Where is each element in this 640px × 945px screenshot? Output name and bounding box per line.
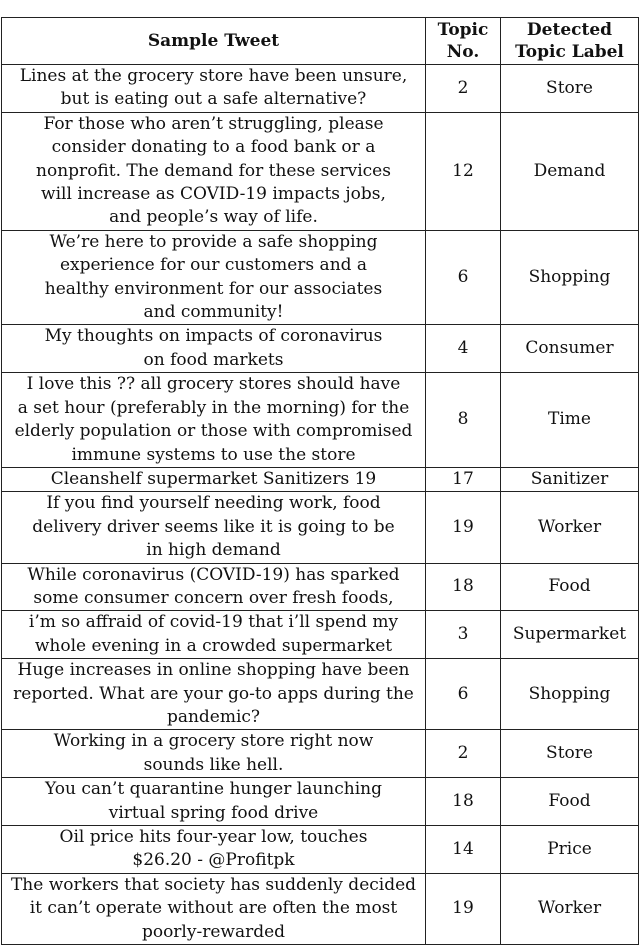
topic-number-cell: 18 bbox=[426, 563, 501, 611]
tweet-cell: We’re here to provide a safe shopping experience for our customers and a healthy environment for our associates and community! bbox=[2, 230, 426, 325]
header-sample-tweet: Sample Tweet bbox=[2, 18, 426, 65]
tweet-cell: Oil price hits four-year low, touches $26.20 - @Profitpk bbox=[2, 826, 426, 874]
topic-label-cell: Shopping bbox=[501, 659, 639, 730]
topic-label-cell: Store bbox=[501, 730, 639, 778]
topic-number-cell: 14 bbox=[426, 826, 501, 874]
table-row bbox=[2, 730, 639, 778]
tweet-cell: If you find yourself needing work, food delivery driver seems like it is going to be in high demand bbox=[2, 492, 426, 563]
topic-label-cell: Sanitizer bbox=[501, 467, 639, 491]
table-row bbox=[2, 230, 639, 325]
topic-label-cell: Food bbox=[501, 778, 639, 826]
topic-number-cell: 6 bbox=[426, 659, 501, 730]
topic-number-cell: 8 bbox=[426, 373, 501, 468]
topic-label-cell: Price bbox=[501, 826, 639, 874]
topic-number-cell: 2 bbox=[426, 730, 501, 778]
topic-number-cell: 6 bbox=[426, 230, 501, 325]
tweet-cell: i’m so affraid of covid-19 that i’ll spend my whole evening in a crowded supermarket bbox=[2, 611, 426, 659]
table-row bbox=[2, 112, 639, 230]
tweet-cell: Working in a grocery store right now sounds like hell. bbox=[2, 730, 426, 778]
topic-label-cell: Time bbox=[501, 373, 639, 468]
topic-number-cell: 3 bbox=[426, 611, 501, 659]
table-row bbox=[2, 373, 639, 468]
table-row bbox=[2, 873, 639, 944]
topic-number-cell: 19 bbox=[426, 492, 501, 563]
topic-label-cell: Supermarket bbox=[501, 611, 639, 659]
topic-label-cell: Worker bbox=[501, 873, 639, 944]
header-topic-no: Topic No. bbox=[426, 18, 501, 65]
table-row bbox=[2, 611, 639, 659]
tweet-cell: Cleanshelf supermarket Sanitizers 19 bbox=[2, 467, 426, 491]
table-row bbox=[2, 492, 639, 563]
table-row bbox=[2, 325, 639, 373]
tweet-cell: Lines at the grocery store have been unsure, but is eating out a safe alternative? bbox=[2, 65, 426, 113]
table-row bbox=[2, 65, 639, 113]
topic-number-cell: 18 bbox=[426, 778, 501, 826]
topic-number-cell: 4 bbox=[426, 325, 501, 373]
topic-number-cell: 12 bbox=[426, 112, 501, 230]
table-row bbox=[2, 778, 639, 826]
topic-label-cell: Shopping bbox=[501, 230, 639, 325]
tweet-cell: For those who aren’t struggling, please consider donating to a food bank or a nonprofit. The demand for these services will increase as COVID-19 impacts jobs, and people’s way of life. bbox=[2, 112, 426, 230]
clipped-caption-fragment bbox=[0, 0, 640, 14]
tweet-cell: I love this ?? all grocery stores should have a set hour (preferably in the morning) for the elderly population or those with compromised immune systems to use the store bbox=[2, 373, 426, 468]
header-topic-label: Detected Topic Label bbox=[501, 18, 639, 65]
topic-number-cell: 17 bbox=[426, 467, 501, 491]
table-body bbox=[2, 65, 639, 945]
topic-label-cell: Store bbox=[501, 65, 639, 113]
tweet-cell: You can’t quarantine hunger launching virtual spring food drive bbox=[2, 778, 426, 826]
topic-label-cell: Worker bbox=[501, 492, 639, 563]
table-row bbox=[2, 467, 639, 491]
tweet-cell: The workers that society has suddenly decided it can’t operate without are often the most poorly-rewarded bbox=[2, 873, 426, 944]
tweet-cell: Huge increases in online shopping have been reported. What are your go-to apps during the pandemic? bbox=[2, 659, 426, 730]
topic-table bbox=[1, 17, 639, 945]
table-row bbox=[2, 563, 639, 611]
table-header-row bbox=[2, 18, 639, 65]
tweet-cell: While coronavirus (COVID-19) has sparked some consumer concern over fresh foods, bbox=[2, 563, 426, 611]
topic-number-cell: 19 bbox=[426, 873, 501, 944]
table-row bbox=[2, 826, 639, 874]
topic-label-cell: Consumer bbox=[501, 325, 639, 373]
tweet-cell: My thoughts on impacts of coronavirus on food markets bbox=[2, 325, 426, 373]
table-row bbox=[2, 659, 639, 730]
topic-number-cell: 2 bbox=[426, 65, 501, 113]
topic-label-cell: Demand bbox=[501, 112, 639, 230]
topic-label-cell: Food bbox=[501, 563, 639, 611]
